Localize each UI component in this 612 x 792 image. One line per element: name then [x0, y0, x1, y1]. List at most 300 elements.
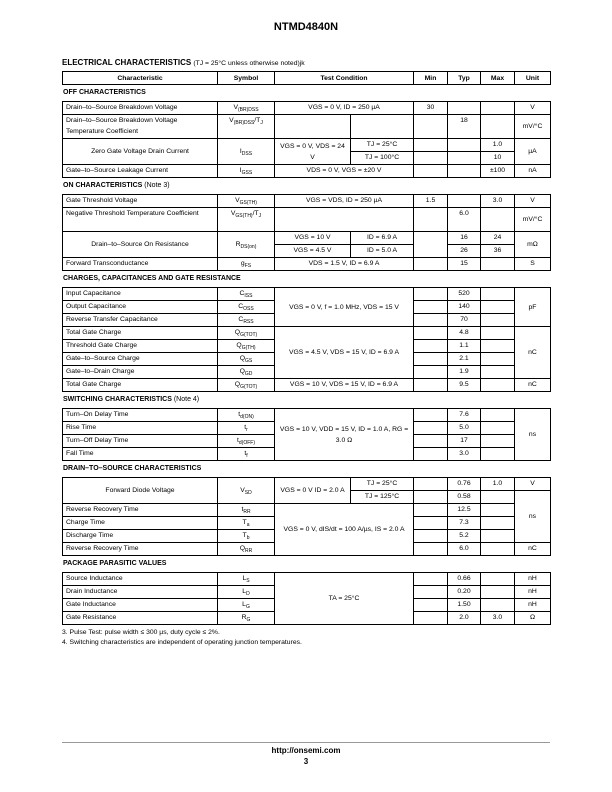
table-row: [63, 115, 551, 139]
section-table: [62, 287, 551, 392]
cell-min: [414, 258, 448, 271]
ec-title: ELECTRICAL CHARACTERISTICS: [62, 58, 192, 67]
cell-typ: 6.0: [448, 208, 481, 232]
cell-typ: [448, 139, 481, 152]
cell-sym: [218, 165, 275, 178]
table-row: [63, 195, 551, 208]
cell-typ: 7.3: [448, 517, 481, 530]
cell-sym: [218, 612, 275, 625]
section-heading: [62, 556, 550, 572]
cell-min: [414, 478, 448, 491]
symbol-base: L: [242, 601, 246, 608]
cell-unit: nA: [515, 165, 551, 178]
section-title: [62, 56, 550, 71]
symbol-base: /T: [254, 117, 261, 124]
symbol-base: C: [239, 290, 245, 297]
cell-char: Discharge Time: [63, 530, 218, 543]
cell-typ: 1.1: [448, 340, 481, 353]
cell-sym: [218, 232, 275, 258]
symbol-base: V: [233, 104, 238, 111]
header-min: Min: [414, 72, 448, 85]
table-row: [63, 258, 551, 271]
symbol-base: C: [238, 303, 244, 310]
cell-min: [414, 422, 448, 435]
section-table: [62, 194, 551, 271]
cell-typ: 0.58: [448, 491, 481, 504]
cell-cond: VGS = 0 V, f = 1.0 MHz, VDS = 15 V: [275, 288, 414, 327]
symbol-base: R: [235, 241, 241, 248]
symbol-subscript: b: [246, 535, 250, 541]
note-4: 4. Switching characteristics are independent of operating junction temperatures.: [62, 639, 302, 646]
cell-max: [481, 409, 515, 422]
cell-c2: TJ = 25°C: [351, 139, 414, 152]
cell-char: Reverse Recovery Time: [63, 543, 218, 556]
cell-c1: VGS = 0 V ID = 2.0 A: [275, 478, 351, 504]
section-title: OFF CHARACTERISTICS: [63, 89, 146, 96]
cell-c1: VGS = 0 V, VDS = 24 V: [275, 139, 351, 165]
cell-unit: S: [515, 258, 551, 271]
section-heading: [62, 271, 550, 287]
cell-sym: [218, 422, 275, 435]
cell-max: [481, 314, 515, 327]
symbol-base: L: [242, 575, 247, 582]
cell-sym: [218, 195, 275, 208]
cell-min: [414, 586, 448, 599]
symbol-subscript: J: [260, 120, 263, 126]
section-table: [62, 477, 551, 556]
symbol-base: Q: [239, 545, 246, 552]
cell-min: [414, 208, 448, 232]
cell-unit: nC: [515, 379, 551, 392]
cell-unit: nH: [515, 573, 551, 586]
cell-char: Gate Threshold Voltage: [63, 195, 218, 208]
cell-typ: 0.66: [448, 573, 481, 586]
table-row: [63, 573, 551, 586]
header-typ: Typ: [448, 72, 481, 85]
symbol-base: Q: [234, 381, 241, 388]
cell-min: [414, 139, 448, 152]
cell-char: Charge Time: [63, 517, 218, 530]
cell-max: 3.0: [481, 195, 515, 208]
cell-sym: [218, 573, 275, 586]
symbol-subscript: G(TOT): [240, 384, 258, 390]
symbol-base: T: [242, 532, 247, 539]
cell-unit: pF: [515, 288, 551, 327]
symbol-base: t: [238, 411, 241, 418]
symbol-subscript: D: [246, 591, 250, 597]
cell-unit: nH: [515, 586, 551, 599]
cell-max: 24: [481, 232, 515, 245]
cell-min: [414, 340, 448, 353]
cell-max: [481, 422, 515, 435]
cell-max: 1.0: [481, 139, 515, 152]
section-note: (Note 3): [144, 182, 170, 189]
cell-typ: 26: [448, 245, 481, 258]
symbol-subscript: d(ON): [240, 414, 254, 420]
cell-unit: µA: [515, 139, 551, 165]
symbol-base: C: [238, 316, 244, 323]
table-row: [63, 478, 551, 491]
cell-cond: VGS = 10 V, VDD = 15 V, ID = 1.0 A, RG = 3.0 Ω: [275, 409, 414, 461]
section-heading: [62, 178, 550, 194]
cell-cond: VDS = 1.5 V, ID = 6.9 A: [275, 258, 414, 271]
symbol-base: Q: [234, 329, 241, 336]
cell-sym: [218, 314, 275, 327]
symbol-subscript: DSS: [241, 151, 253, 157]
cell-typ: 5.0: [448, 422, 481, 435]
cell-typ: 6.0: [448, 543, 481, 556]
symbol-subscript: G(TH): [241, 345, 256, 351]
symbol-subscript: a: [246, 522, 250, 528]
cell-typ: 520: [448, 288, 481, 301]
symbol-base: t: [244, 424, 247, 431]
cell-min: [414, 327, 448, 340]
symbol-base: t: [237, 437, 239, 444]
cell-unit: nC: [515, 543, 551, 556]
cell-min: [414, 599, 448, 612]
sections: [62, 85, 550, 625]
cell-sym: [218, 435, 275, 448]
header-table: [62, 71, 551, 85]
cell-min: 1.5: [414, 195, 448, 208]
cell-max: [481, 573, 515, 586]
symbol-base: V: [229, 117, 234, 124]
footer-url[interactable]: http://onsemi.com: [271, 746, 341, 755]
symbol-base: L: [242, 588, 247, 595]
cell-char: Forward Transconductance: [63, 258, 218, 271]
table-row: [63, 139, 551, 152]
header-unit: Unit: [515, 72, 551, 85]
cell-unit: mV/°C: [515, 208, 551, 232]
cell-unit: ns: [515, 409, 551, 461]
cell-typ: 140: [448, 301, 481, 314]
header-characteristic: Characteristic: [63, 72, 218, 85]
cell-unit: nC: [515, 327, 551, 379]
page-number: 3: [303, 757, 309, 766]
cell-min: [414, 543, 448, 556]
cell-min: [414, 288, 448, 301]
symbol-subscript: OSS: [243, 306, 254, 312]
cell-cond: TA = 25°C: [275, 573, 414, 625]
symbol-subscript: f: [246, 453, 248, 459]
cell-sym: [218, 409, 275, 422]
cell-cond: [275, 208, 414, 232]
cell-unit: ns: [515, 491, 551, 543]
cell-min: [414, 435, 448, 448]
cell-sym: [218, 543, 275, 556]
cell-min: [414, 301, 448, 314]
cell-max: [481, 288, 515, 301]
cell-max: [481, 340, 515, 353]
symbol-subscript: RR: [243, 509, 251, 515]
section-title: PACKAGE PARASITIC VALUES: [63, 560, 167, 567]
section-table: [62, 572, 551, 625]
cell-typ: 1.50: [448, 599, 481, 612]
symbol-subscript: GS(TH): [239, 200, 257, 206]
header-symbol: Symbol: [218, 72, 275, 85]
cell-typ: 12.5: [448, 504, 481, 517]
cell-typ: 5.2: [448, 530, 481, 543]
cell-sym: [218, 288, 275, 301]
cell-char: Reverse Recovery Time: [63, 504, 218, 517]
cell-typ: [448, 152, 481, 165]
cell-max: 36: [481, 245, 515, 258]
cell-typ: 9.5: [448, 379, 481, 392]
cell-sym: [218, 139, 275, 165]
table-row: [63, 327, 551, 340]
cell-sym: [218, 478, 275, 504]
cell-min: [414, 366, 448, 379]
cell-max: [481, 530, 515, 543]
cell-max: [481, 115, 515, 139]
cell-sym: [218, 586, 275, 599]
cell-typ: [448, 165, 481, 178]
cell-typ: 0.76: [448, 478, 481, 491]
cell-c2: ID = 5.0 A: [351, 245, 414, 258]
symbol-base: t: [241, 506, 244, 513]
symbol-subscript: SD: [244, 490, 252, 496]
cell-c2: TJ = 125°C: [351, 491, 414, 504]
section-heading: [62, 461, 550, 477]
cell-typ: [448, 195, 481, 208]
cell-char: Threshold Gate Charge: [63, 340, 218, 353]
cell-cond: VGS = 0 V, dIS/dt = 100 A/µs, IS = 2.0 A: [275, 504, 414, 556]
cell-c1: VGS = 10 V: [275, 232, 351, 245]
cell-char: Forward Diode Voltage: [63, 478, 218, 504]
cell-typ: 2.0: [448, 612, 481, 625]
section-table: [62, 408, 551, 461]
symbol-base: Q: [236, 342, 242, 349]
cell-typ: 2.1: [448, 353, 481, 366]
footer-divider: [62, 742, 550, 743]
table-row: [63, 208, 551, 232]
section-heading: [62, 85, 550, 101]
cell-typ: 4.8: [448, 327, 481, 340]
symbol-base: V: [235, 197, 240, 204]
cell-typ: 16: [448, 232, 481, 245]
table-row: [63, 504, 551, 517]
cell-char: Gate Inductance: [63, 599, 218, 612]
cell-sym: [218, 115, 275, 139]
ec-condition: (TJ = 25°C unless otherwise noted)jk: [193, 60, 305, 67]
cell-c2: TJ = 25°C: [351, 478, 414, 491]
header-max: Max: [481, 72, 515, 85]
cell-char: Turn–On Delay Time: [63, 409, 218, 422]
cell-sym: [218, 353, 275, 366]
cell-char: Gate Resistance: [63, 612, 218, 625]
cell-max: [481, 435, 515, 448]
page-title: NTMD4840N: [273, 21, 339, 33]
cell-typ: 3.0: [448, 448, 481, 461]
electrical-characteristics: [62, 56, 550, 648]
cell-char: Source Inductance: [63, 573, 218, 586]
cell-typ: 18: [448, 115, 481, 139]
cell-sym: [218, 366, 275, 379]
section-title: DRAIN–TO–SOURCE CHARACTERISTICS: [63, 465, 202, 472]
cell-cond: VGS = 0 V, ID = 250 µA: [275, 102, 414, 115]
cell-min: [414, 448, 448, 461]
symbol-base: V: [240, 487, 245, 494]
cell-char: Turn–Off Delay Time: [63, 435, 218, 448]
cell-sym: [218, 340, 275, 353]
cell-unit: V: [515, 195, 551, 208]
table-row: [63, 409, 551, 422]
section-note: (Note 4): [173, 396, 200, 403]
cell-char: Drain–to–Source Breakdown Voltage: [63, 102, 218, 115]
cell-sym: [218, 327, 275, 340]
cell-typ: 15: [448, 258, 481, 271]
cell-max: [481, 599, 515, 612]
cell-min: 30: [414, 102, 448, 115]
cell-min: [414, 353, 448, 366]
cell-char: Total Gate Charge: [63, 379, 218, 392]
cell-c1: VGS = 4.5 V: [275, 245, 351, 258]
cell-char: Gate–to–Drain Charge: [63, 366, 218, 379]
symbol-subscript: (BR)DSS: [233, 120, 255, 126]
cell-typ: [448, 102, 481, 115]
cell-max: [481, 208, 515, 232]
cell-sym: [218, 102, 275, 115]
cell-c2: ID = 6.9 A: [351, 232, 414, 245]
cell-char: Rise Time: [63, 422, 218, 435]
section-title: ON CHARACTERISTICS: [63, 182, 143, 189]
cell-max: [481, 504, 515, 517]
cell-sym: [218, 599, 275, 612]
cell-cond: VGS = 10 V, VDS = 15 V, ID = 6.9 A: [275, 379, 414, 392]
cell-char: Drain–to–Source Breakdown Voltage Temperature Coefficient: [63, 115, 218, 139]
table-row: [63, 288, 551, 301]
cell-max: [481, 379, 515, 392]
section-table: [62, 101, 551, 178]
section-title: SWITCHING CHARACTERISTICS: [63, 396, 172, 403]
cell-min: [414, 115, 448, 139]
symbol-subscript: J: [258, 213, 262, 219]
cell-c2: TJ = 100°C: [351, 152, 414, 165]
cell-unit: nH: [515, 599, 551, 612]
symbol-subscript: S: [246, 578, 250, 584]
cell-min: [414, 612, 448, 625]
symbol-base: t: [244, 450, 247, 457]
cell-max: [481, 517, 515, 530]
symbol-subscript: d(OFF): [238, 440, 255, 446]
symbol-subscript: DS(on): [240, 244, 257, 250]
symbol-base: R: [241, 614, 247, 621]
section-title: CHARGES, CAPACITANCES AND GATE RESISTANCE: [63, 275, 241, 282]
symbol-subscript: RSS: [243, 319, 254, 325]
section-heading: [62, 392, 550, 408]
cell-min: [414, 232, 448, 258]
cell-max: [481, 327, 515, 340]
cell-min: [414, 314, 448, 327]
note-3: 3. Pulse Test: pulse width ≤ 300 µs, duty cycle ≤ 2%.: [62, 629, 220, 636]
table-row: [63, 232, 551, 245]
symbol-subscript: G: [246, 617, 251, 623]
cell-max: [481, 102, 515, 115]
cell-unit: V: [515, 102, 551, 115]
cell-typ: 70: [448, 314, 481, 327]
cell-typ: 7.6: [448, 409, 481, 422]
cell-char: Input Capacitance: [63, 288, 218, 301]
cell-cond: VDS = 0 V, VGS = ±20 V: [275, 165, 414, 178]
cell-min: [414, 573, 448, 586]
cell-max: 1.0: [481, 478, 515, 491]
cell-max: [481, 366, 515, 379]
cell-max: [481, 448, 515, 461]
cell-cond: VGS = 4.5 V, VDS = 15 V, ID = 6.9 A: [275, 327, 414, 379]
table-row: [63, 102, 551, 115]
cell-char: Output Capacitance: [63, 301, 218, 314]
cell-typ: 1.9: [448, 366, 481, 379]
symbol-base: V: [230, 210, 236, 217]
cell-max: [481, 258, 515, 271]
cell-min: [414, 491, 448, 504]
cell-char: Total Gate Charge: [63, 327, 218, 340]
cell-max: [481, 301, 515, 314]
cell-sym: [218, 530, 275, 543]
notes: [62, 628, 550, 648]
cell-sym: [218, 208, 275, 232]
symbol-base: I: [239, 148, 242, 155]
cell-c1: [275, 115, 351, 139]
cell-min: [414, 517, 448, 530]
symbol-base: /T: [252, 210, 259, 217]
symbol-base: Q: [239, 368, 245, 375]
cell-unit: mΩ: [515, 232, 551, 258]
cell-max: ±100: [481, 165, 515, 178]
cell-sym: [218, 517, 275, 530]
cell-min: [414, 504, 448, 517]
cell-min: [414, 165, 448, 178]
symbol-subscript: GD: [244, 371, 253, 377]
cell-typ: 0.20: [448, 586, 481, 599]
symbol-subscript: r: [246, 427, 248, 433]
cell-unit: Ω: [515, 612, 551, 625]
symbol-base: I: [239, 167, 242, 174]
cell-char: Negative Threshold Temperature Coefficient: [63, 208, 218, 232]
symbol-base: Q: [239, 355, 246, 362]
cell-sym: [218, 504, 275, 517]
table-row: [63, 379, 551, 392]
symbol-subscript: GS: [245, 358, 253, 364]
table-row: [63, 165, 551, 178]
cell-max: [481, 543, 515, 556]
cell-char: Fall Time: [63, 448, 218, 461]
symbol-subscript: RR: [245, 548, 253, 554]
header-test-condition: Test Condition: [275, 72, 414, 85]
cell-char: Zero Gate Voltage Drain Current: [63, 139, 218, 165]
symbol-base: g: [240, 260, 245, 267]
symbol-subscript: (BR)DSS: [237, 107, 259, 113]
cell-char: Reverse Transfer Capacitance: [63, 314, 218, 327]
cell-min: [414, 409, 448, 422]
symbol-subscript: G: [245, 604, 250, 610]
cell-max: 3.0: [481, 612, 515, 625]
symbol-base: T: [242, 519, 247, 526]
cell-sym: [218, 258, 275, 271]
symbol-subscript: G(TOT): [240, 332, 258, 338]
cell-max: [481, 491, 515, 504]
symbol-subscript: ISS: [244, 293, 253, 299]
cell-max: [481, 353, 515, 366]
cell-char: Drain–to–Source On Resistance: [63, 232, 218, 258]
cell-char: Drain Inductance: [63, 586, 218, 599]
cell-sym: [218, 301, 275, 314]
cell-char: Gate–to–Source Leakage Current: [63, 165, 218, 178]
cell-cond: VGS = VDS, ID = 250 µA: [275, 195, 414, 208]
cell-sym: [218, 448, 275, 461]
cell-typ: 17: [448, 435, 481, 448]
symbol-subscript: GS(TH): [235, 213, 253, 219]
